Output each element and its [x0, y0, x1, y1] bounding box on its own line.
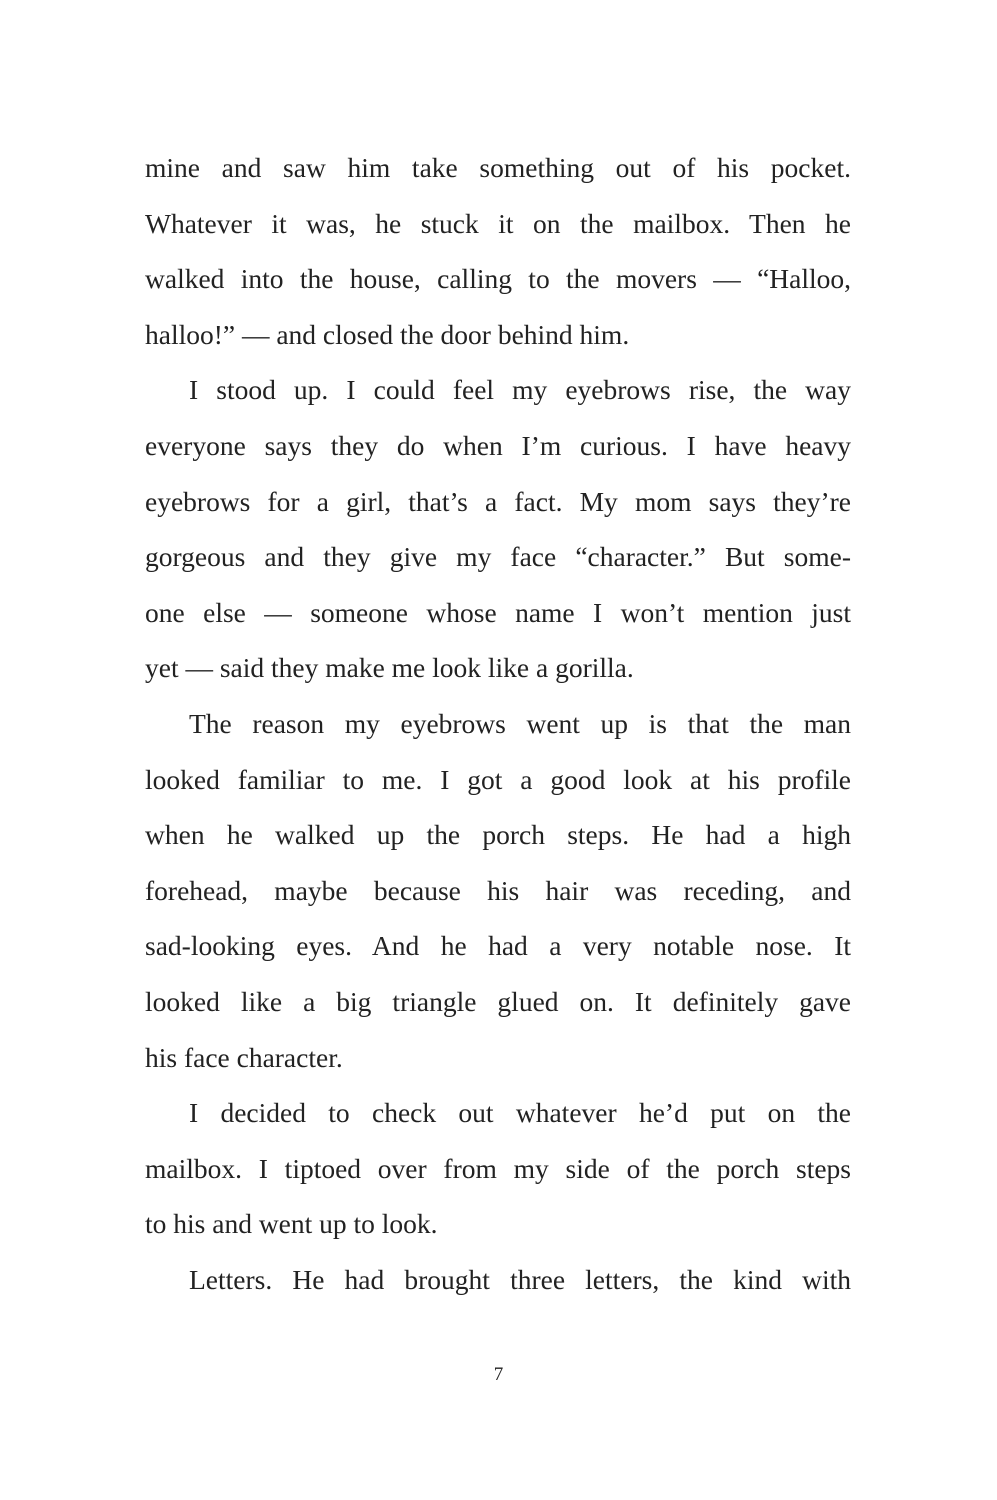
text-line: his face character.	[145, 1041, 343, 1073]
text-line: I stood up. I could feel my eyebrows rise, the way	[189, 374, 851, 406]
text-line: I decided to check out whatever he’d put on the	[189, 1097, 851, 1129]
text-line: Whatever it was, he stuck it on the mailbox. Then he	[145, 207, 851, 239]
text-line: walked into the house, calling to the movers — “Halloo,	[145, 263, 851, 295]
text-line: when he walked up the porch steps. He had a high	[145, 819, 851, 851]
text-line: to his and went up to look.	[145, 1208, 438, 1240]
text-line: eyebrows for a girl, that’s a fact. My mom says they’re	[145, 485, 851, 517]
text-line: forehead, maybe because his hair was receding, and	[145, 874, 851, 906]
text-line: looked familiar to me. I got a good look at his profile	[145, 763, 851, 795]
text-line: mine and saw him take something out of his pocket.	[145, 152, 851, 183]
text-line: everyone says they do when I’m curious. I have heavy	[145, 429, 851, 461]
text-line: looked like a big triangle glued on. It definitely gave	[145, 985, 851, 1017]
text-line: sad-looking eyes. And he had a very notable nose. It	[145, 930, 851, 962]
text-line: yet — said they make me look like a gorilla.	[145, 652, 634, 684]
text-line: The reason my eyebrows went up is that the man	[189, 707, 851, 739]
page-number: 7	[493, 1364, 504, 1385]
text-line: mailbox. I tiptoed over from my side of the porch steps	[145, 1152, 851, 1184]
text-line: Letters. He had brought three letters, the kind with	[189, 1263, 851, 1295]
text-line: halloo!” — and closed the door behind him.	[145, 318, 630, 350]
body-text	[145, 140, 851, 1307]
text-line: one else — someone whose name I won’t mention just	[145, 596, 851, 628]
text-line: gorgeous and they give my face “character.” But some-	[145, 541, 851, 573]
